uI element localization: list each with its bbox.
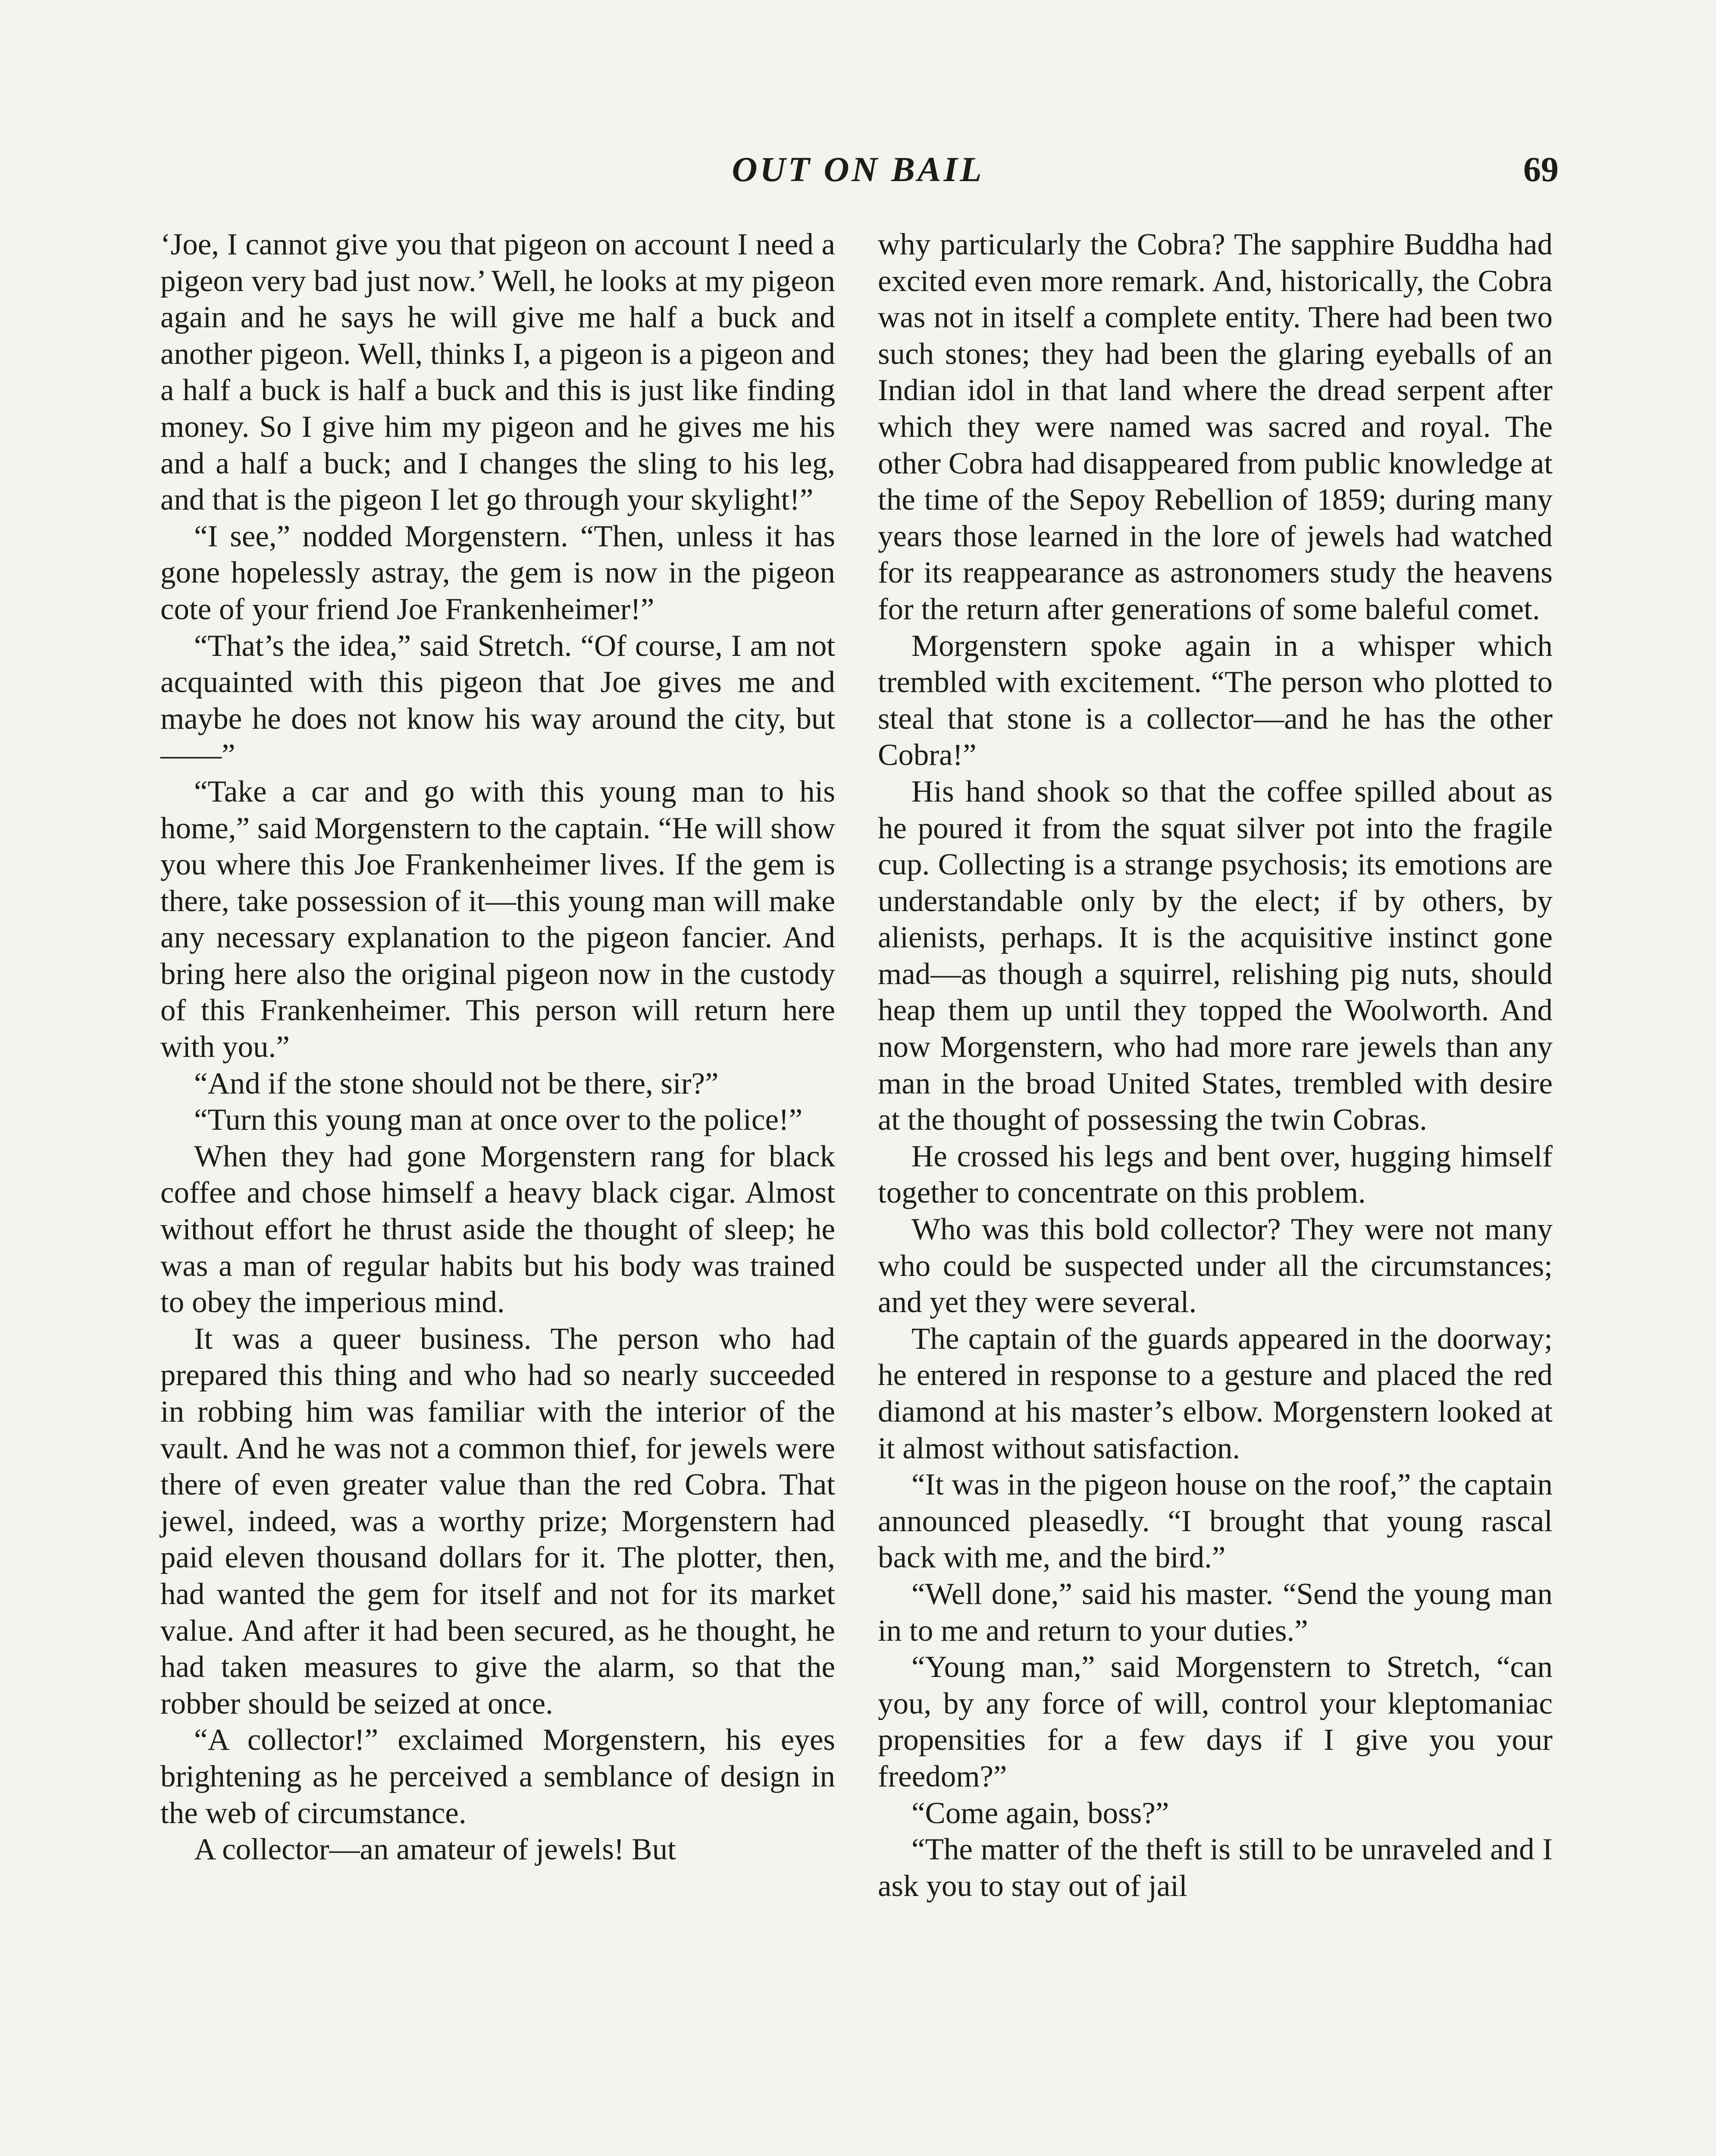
paragraph: His hand shook so that the coffee spilled about as he poured it from the squat silver pot into the fragile cup. Collecting is a strange psychosis; its emotions are understandable only by the elect; if by others, by alienists, perhaps. It is the acquisitive instinct gone mad—as though a squirrel, relishing pig nuts, should heap them up until they topped the Woolworth. And now Morgenstern, who had more rare jewels than any man in the broad United States, trembled with desire at the thought of possessing the twin Cobras.	[878, 774, 1553, 1137]
paragraph: “And if the stone should not be there, sir?”	[194, 1066, 719, 1100]
paragraph: He crossed his legs and bent over, hugging himself together to concentrate on this problem.	[878, 1139, 1553, 1210]
paragraph: why particularly the Cobra? The sapphire Buddha had excited even more remark. And, historically, the Cobra was not in itself a complete entity. There had been two such stones; they had been the glaring eyeballs of an Indian idol in that land where the dread serpent after which they were named was sacred and royal. The other Cobra had disappeared from public knowledge at the time of the Sepoy Rebellion of 1859; during many years those learned in the lore of jewels had watched for its reappearance as astronomers study the heavens for the return after generations of some baleful comet.	[878, 228, 1553, 626]
left-column	[160, 226, 835, 1868]
paragraph: “It was in the pigeon house on the roof,” the captain announced pleasedly. “I brought that young rascal back with me, and the bird.”	[878, 1468, 1553, 1575]
paragraph: “Well done,” said his master. “Send the young man in to me and return to your duties.”	[878, 1577, 1553, 1648]
running-title: OUT ON BAIL	[732, 150, 984, 189]
paragraph: Who was this bold collector? They were not many who could be suspected under all the circumstances; and yet they were several.	[878, 1213, 1553, 1319]
paragraph: “A collector!” exclaimed Morgenstern, his eyes brightening as he perceived a semblance of design in the web of circumstance.	[160, 1723, 835, 1830]
paragraph: When they had gone Morgenstern rang for black coffee and chose himself a heavy black cigar. Almost without effort he thrust aside the thought of sleep; he was a man of regular habits but his body was trained to obey the imperious mind.	[160, 1139, 835, 1319]
page-number: 69	[1523, 150, 1559, 189]
paragraph: It was a queer business. The person who had prepared this thing and who had so nearly succeeded in robbing him was familiar with the interior of the vault. And he was not a common thief, for jewels were there of even greater value than the red Cobra. That jewel, indeed, was a worthy prize; Morgenstern had paid eleven thousand dollars for it. The plotter, then, had wanted the gem for itself and not for its market value. And after it had been secured, as he thought, he had taken measures to give the alarm, so that the robber should be seized at once.	[160, 1322, 835, 1720]
paragraph: “Take a car and go with this young man to his home,” said Morgenstern to the captain. “He will show you where this Joe Frankenheimer lives. If the gem is there, take possession of it—this young man will make any necessary explanation to the pigeon fancier. And bring here also the original pigeon now in the custody of this Frankenheimer. This person will return here with you.”	[160, 774, 835, 1064]
paragraph: The captain of the guards appeared in the doorway; he entered in response to a gesture and placed the red diamond at his master’s elbow. Morgenstern looked at it almost without satisfaction.	[878, 1322, 1553, 1465]
page-header	[0, 146, 1716, 193]
paragraph: “Come again, boss?”	[911, 1796, 1169, 1830]
right-column	[878, 226, 1553, 1904]
paragraph: ‘Joe, I cannot give you that pigeon on account I need a pigeon very bad just now.’ Well, he looks at my pigeon again and he says he will give me half a buck and another pigeon. Well, thinks I, a pigeon is a pigeon and a half a buck is half a buck and this is just like finding money. So I give him my pigeon and he gives me his and a half a buck; and I changes the sling to his leg, and that is the pigeon I let go through your skylight!”	[160, 228, 835, 517]
paragraph: “That’s the idea,” said Stretch. “Of course, I am not acquainted with this pigeon that Joe gives me and maybe he does not know his way around the city, but——”	[160, 629, 835, 772]
paragraph: “Young man,” said Morgenstern to Stretch, “can you, by any force of will, control your kleptomaniac propensities for a few days if I give you your freedom?”	[878, 1650, 1553, 1793]
paragraph: “I see,” nodded Morgenstern. “Then, unless it has gone hopelessly astray, the gem is now in the pigeon cote of your friend Joe Frankenheimer!”	[160, 519, 835, 626]
paragraph: “The matter of the theft is still to be unraveled and I ask you to stay out of jail	[878, 1833, 1553, 1903]
paragraph: Morgenstern spoke again in a whisper which trembled with excitement. “The person who plotted to steal that stone is a collector—and he has the other Cobra!”	[878, 629, 1553, 772]
paragraph: A collector—an amateur of jewels! But	[194, 1833, 676, 1867]
paragraph: “Turn this young man at once over to the police!”	[194, 1103, 803, 1137]
